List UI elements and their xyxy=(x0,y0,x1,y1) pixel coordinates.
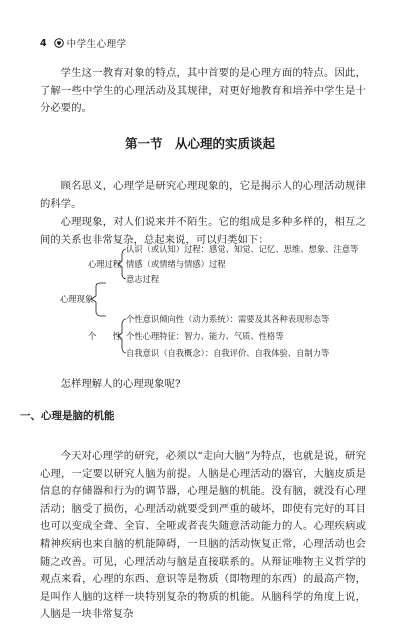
tree-item: 情感（或情绪与情感）过程 xyxy=(126,259,226,269)
page-header xyxy=(40,36,127,50)
intro-paragraph: 学生这一教育对象的特点，其中首要的是心理方面的特点。因此，了解一些中学生的心理活动及其规律，对更好地教育和培养中学生是十分必要的。 xyxy=(40,67,366,115)
tree-root: 心理现象 xyxy=(60,294,94,304)
classification-diagram xyxy=(60,244,380,368)
tree-item: 自我意识（自我概念）：自我评价、自我体验、自制力等 xyxy=(126,348,330,358)
tree-branch-personality: 个 性 xyxy=(88,331,122,341)
tree-item: 认识（或认知）过程：感觉、知觉、记忆、思维、想象、注意等 xyxy=(126,244,359,254)
paragraph-brain: 今天对心理学的研究，必须以“走向大脑”为特点，也就是说，研究心理，一定要以研究人脑为前提。人脑是心理活动的器官，大脑皮质是信息的存储器和行为的调节器，心理是脑的机能。没有脑，就没有心理活动；脑受了损伤，心理活动就要受到严重的破坏，即使有完好的耳目也可以变成全聋、全盲、全哑或者丧失随意活动能力的人。心理疾病或精神疾病也来自脑的机能障碍，一旦脑的活动恢复正常，心理活动也会随之改善。可见，心理活动与脑是直接联系的。从辩证唯物主义哲学的观点来看，心理的东西、意识等是物质（即物理的东西）的最高产物，是叫作人脑的这样一块特别复杂的物质的机能。从脑科学的角度上说，人脑是一块非常复杂 xyxy=(40,450,366,621)
paragraph-classification-intro: 心理现象，对人们说来并不陌生。它的组成是多种多样的，相互之间的关系也非常复杂，总起来说，可以归类如下： xyxy=(40,216,366,246)
paragraph-question: 怎样理解人的心理现象呢? xyxy=(60,378,181,390)
book-logo-icon xyxy=(54,38,64,48)
tree-item: 意志过程 xyxy=(126,274,160,284)
paragraph-definition: 顾名思义，心理学是研究心理现象的，它是揭示人的心理活动规律的科学。 xyxy=(40,180,366,210)
tree-branch-process: 心理过程 xyxy=(88,259,122,269)
tree-item: 个性意识倾向性（动力系统）：需要及其各种表现形态等 xyxy=(126,314,330,324)
section-title: 第一节 从心理的实质谈起 xyxy=(124,136,275,151)
running-title: 中学生心理学 xyxy=(66,39,127,50)
tree-item: 个性心理特征：智力、能力、气质、性格等 xyxy=(126,331,284,341)
subheading: 一、心理是脑的机能 xyxy=(20,410,115,422)
page-number: 4 xyxy=(40,37,47,49)
